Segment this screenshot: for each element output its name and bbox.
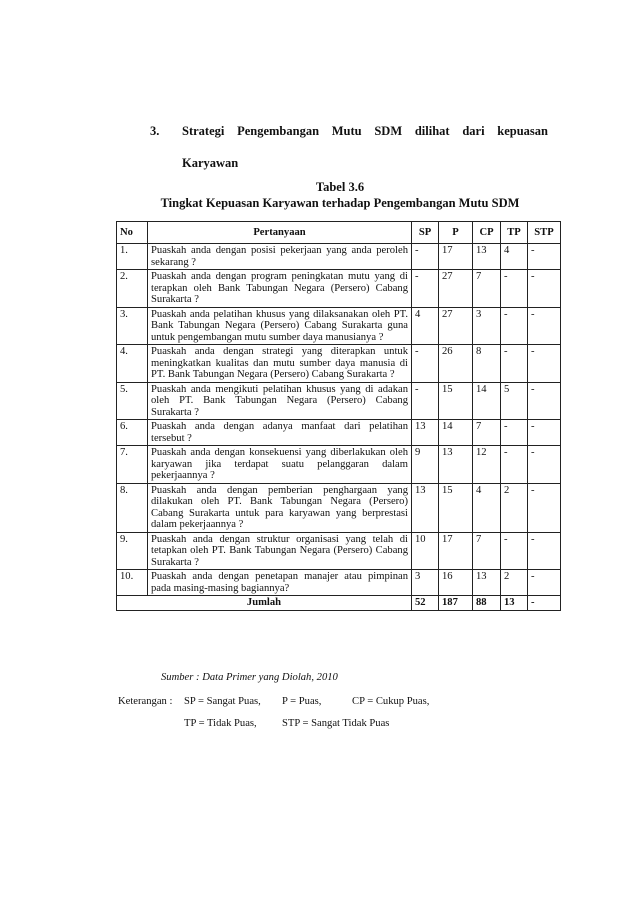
row-stp: - — [528, 307, 561, 345]
total-stp: - — [528, 596, 561, 611]
row-p: 26 — [439, 345, 473, 383]
row-cp: 7 — [473, 270, 501, 308]
row-question: Puaskah anda mengikuti pelatihan khusus yang di adakan oleh PT. Bank Tabungan Negara (Persero) Cabang Surakarta ? — [148, 382, 412, 420]
legend-item-sp: SP = Sangat Puas, — [184, 696, 261, 707]
table-row — [117, 307, 561, 345]
row-cp: 4 — [473, 483, 501, 532]
legend-item-cp: CP = Cukup Puas, — [352, 696, 430, 707]
total-p: 187 — [439, 596, 473, 611]
row-stp: - — [528, 570, 561, 596]
row-stp: - — [528, 270, 561, 308]
row-p: 15 — [439, 382, 473, 420]
header-tp: TP — [501, 222, 528, 244]
row-sp: 13 — [412, 420, 439, 446]
table-row — [117, 420, 561, 446]
table-source: Sumber : Data Primer yang Diolah, 2010 — [161, 672, 338, 683]
table-total-row — [117, 596, 561, 611]
row-no: 9. — [117, 532, 148, 570]
table-title: Tingkat Kepuasan Karyawan terhadap Pengembangan Mutu SDM — [160, 196, 520, 210]
row-p: 13 — [439, 446, 473, 484]
total-cp: 88 — [473, 596, 501, 611]
row-tp: - — [501, 532, 528, 570]
row-p: 27 — [439, 307, 473, 345]
row-question: Puaskah anda pelatihan khusus yang dilaksanakan oleh PT. Bank Tabungan Negara (Persero) Cabang Surakarta guna untuk pengembangan mutu sumber daya manusianya ? — [148, 307, 412, 345]
row-stp: - — [528, 382, 561, 420]
row-no: 4. — [117, 345, 148, 383]
header-stp: STP — [528, 222, 561, 244]
row-stp: - — [528, 345, 561, 383]
legend — [118, 696, 558, 740]
row-no: 8. — [117, 483, 148, 532]
table-row — [117, 446, 561, 484]
header-no: No — [117, 222, 148, 244]
row-stp: - — [528, 446, 561, 484]
legend-label: Keterangan : — [118, 696, 173, 707]
table-row — [117, 532, 561, 570]
row-sp: - — [412, 244, 439, 270]
row-sp: 3 — [412, 570, 439, 596]
row-p: 14 — [439, 420, 473, 446]
row-sp: - — [412, 345, 439, 383]
row-tp: 2 — [501, 483, 528, 532]
row-sp: 4 — [412, 307, 439, 345]
section-title-line1: Strategi Pengembangan Mutu SDM dilihat dari kepuasan — [182, 124, 548, 138]
row-question: Puaskah anda dengan penetapan manajer atau pimpinan pada masing-masing bagiannya? — [148, 570, 412, 596]
section-title-line2: Karyawan — [182, 156, 239, 170]
row-question: Puaskah anda dengan program peningkatan mutu yang di terapkan oleh Bank Tabungan Negara (Persero) Cabang Surakarta ? — [148, 270, 412, 308]
header-sp: SP — [412, 222, 439, 244]
row-question: Puaskah anda dengan pemberian penghargaan yang dilakukan oleh PT. Bank Tabungan Negara (Persero) Cabang Surakarta untuk para karyawan yang berprestasi dalam pekerjaannya ? — [148, 483, 412, 532]
table-row — [117, 570, 561, 596]
row-p: 27 — [439, 270, 473, 308]
row-sp: 9 — [412, 446, 439, 484]
row-tp: - — [501, 420, 528, 446]
row-cp: 12 — [473, 446, 501, 484]
table-label: Tabel 3.6 — [315, 180, 365, 194]
table-header-row — [117, 222, 561, 244]
row-sp: - — [412, 382, 439, 420]
row-cp: 7 — [473, 420, 501, 446]
legend-item-stp: STP = Sangat Tidak Puas — [282, 718, 390, 729]
table-row — [117, 345, 561, 383]
header-pertanyaan: Pertanyaan — [148, 222, 412, 244]
row-no: 1. — [117, 244, 148, 270]
row-sp: - — [412, 270, 439, 308]
row-no: 10. — [117, 570, 148, 596]
row-cp: 13 — [473, 570, 501, 596]
row-p: 17 — [439, 244, 473, 270]
row-question: Puaskah anda dengan posisi pekerjaan yang anda peroleh sekarang ? — [148, 244, 412, 270]
row-tp: - — [501, 307, 528, 345]
row-tp: - — [501, 345, 528, 383]
table-row — [117, 483, 561, 532]
row-cp: 14 — [473, 382, 501, 420]
row-tp: - — [501, 446, 528, 484]
legend-item-tp: TP = Tidak Puas, — [184, 718, 257, 729]
row-tp: 2 — [501, 570, 528, 596]
satisfaction-table — [116, 221, 561, 611]
header-cp: CP — [473, 222, 501, 244]
row-stp: - — [528, 532, 561, 570]
row-no: 5. — [117, 382, 148, 420]
legend-item-p: P = Puas, — [282, 696, 322, 707]
row-question: Puaskah anda dengan adanya manfaat dari pelatihan tersebut ? — [148, 420, 412, 446]
row-tp: 4 — [501, 244, 528, 270]
row-tp: - — [501, 270, 528, 308]
section-number: 3. — [150, 124, 160, 138]
row-stp: - — [528, 420, 561, 446]
row-sp: 13 — [412, 483, 439, 532]
total-label: Jumlah — [117, 596, 412, 611]
row-cp: 13 — [473, 244, 501, 270]
header-p: P — [439, 222, 473, 244]
row-no: 6. — [117, 420, 148, 446]
total-sp: 52 — [412, 596, 439, 611]
row-cp: 8 — [473, 345, 501, 383]
row-question: Puaskah anda dengan konsekuensi yang diberlakukan oleh karyawan jika terdapat suatu pelanggaran dalam pekerjaannya ? — [148, 446, 412, 484]
row-question: Puaskah anda dengan strategi yang diterapkan untuk meningkatkan kualitas dan mutu sumber daya manusia di PT. Bank Tabungan Negara (Persero) Cabang Surakarta ? — [148, 345, 412, 383]
row-no: 2. — [117, 270, 148, 308]
row-p: 15 — [439, 483, 473, 532]
total-tp: 13 — [501, 596, 528, 611]
table-row — [117, 270, 561, 308]
row-p: 17 — [439, 532, 473, 570]
row-no: 7. — [117, 446, 148, 484]
row-no: 3. — [117, 307, 148, 345]
row-question: Puaskah anda dengan struktur organisasi yang telah di tetapkan oleh PT. Bank Tabungan Negara (Persero) Cabang Surakarta ? — [148, 532, 412, 570]
section-heading — [150, 124, 548, 171]
row-cp: 7 — [473, 532, 501, 570]
table-row — [117, 382, 561, 420]
row-sp: 10 — [412, 532, 439, 570]
row-tp: 5 — [501, 382, 528, 420]
table-row — [117, 244, 561, 270]
row-stp: - — [528, 244, 561, 270]
row-stp: - — [528, 483, 561, 532]
row-p: 16 — [439, 570, 473, 596]
row-cp: 3 — [473, 307, 501, 345]
